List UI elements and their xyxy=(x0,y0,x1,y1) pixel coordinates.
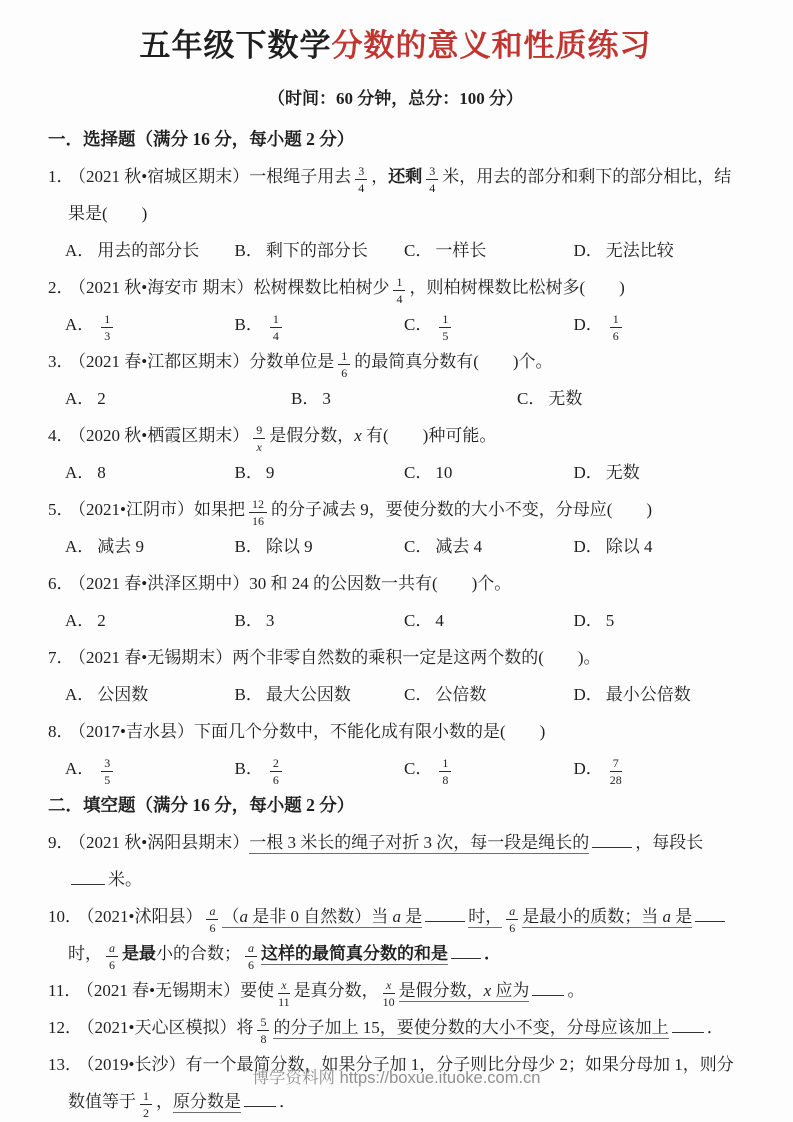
page-title-red: 分数的意义和性质练习 xyxy=(331,28,652,63)
text-run: ． xyxy=(706,1018,724,1037)
text-run: （2021 春•无锡期末）要使 xyxy=(85,981,275,1000)
question-number: 6． xyxy=(48,574,74,593)
text-run: 无数 xyxy=(605,463,640,482)
answer-blank xyxy=(71,871,105,885)
option xyxy=(235,306,405,343)
text-run: 用去的部分长 xyxy=(97,241,200,260)
question-item xyxy=(48,491,743,528)
text-run: 这样的最简真分数的和是 xyxy=(261,944,448,963)
option xyxy=(574,750,744,787)
fraction: $\frac{1}{3}$ xyxy=(101,313,113,342)
text-run: （2021•沭阳县） xyxy=(86,907,203,926)
option xyxy=(65,454,235,491)
option xyxy=(404,232,574,269)
option-label: C． xyxy=(404,463,433,482)
option-label: A． xyxy=(65,389,95,408)
text-run: 米。 xyxy=(108,870,142,889)
options-row xyxy=(48,750,743,787)
question-item xyxy=(48,898,743,972)
text-run: a xyxy=(662,907,671,926)
question-number: 10． xyxy=(48,907,82,926)
option xyxy=(65,232,235,269)
option-label: A． xyxy=(65,685,95,704)
fraction: $\frac{a}{6}$ xyxy=(206,905,218,934)
options-row xyxy=(48,528,743,565)
fraction: $\frac{9}{x}$ xyxy=(253,424,265,453)
text-run: （2019•长沙）有一个最简分数，如果分子加 1，分子则比分母少 2；如果分母加 1，则分数值等于 xyxy=(68,1055,734,1111)
text-run: 一根 3 米长的绳子对折 3 次，每一段是绳长的 xyxy=(249,833,590,852)
text-run: 3 xyxy=(265,611,275,630)
option-label: D． xyxy=(573,685,603,704)
question-item xyxy=(48,343,743,380)
option-label: D． xyxy=(573,759,603,778)
option xyxy=(65,750,235,787)
fraction: $\frac{2}{6}$ xyxy=(270,757,282,786)
question-number: 9． xyxy=(48,833,74,852)
option-label: D． xyxy=(573,315,603,334)
option-label: B． xyxy=(234,463,263,482)
text-run: 2 xyxy=(97,611,106,630)
question-number: 11． xyxy=(48,981,82,1000)
option-label: A． xyxy=(65,463,95,482)
option xyxy=(404,528,574,565)
answer-blank xyxy=(425,908,465,922)
text-run: 10 xyxy=(435,463,453,482)
question-item xyxy=(48,639,743,676)
text-run: 2 xyxy=(97,389,106,408)
question-number: 8． xyxy=(48,722,74,741)
text-run: 无法比较 xyxy=(605,241,674,260)
text-run: （2021 春•江都区期末）分数单位是 xyxy=(77,352,335,371)
fraction: $\frac{1}{5}$ xyxy=(439,313,451,342)
text-run: a xyxy=(392,907,401,926)
text-run: 。 xyxy=(567,981,585,1000)
question-item xyxy=(48,158,743,232)
option-label: C． xyxy=(404,611,433,630)
text-run: 除以 9 xyxy=(265,537,313,556)
question-number: 4． xyxy=(48,426,74,445)
question-number: 7． xyxy=(48,648,74,667)
text-run: 9 xyxy=(265,463,275,482)
answer-blank xyxy=(672,1019,704,1033)
text-run: 小的合数； xyxy=(156,944,241,963)
option-label: D． xyxy=(573,463,603,482)
option-label: B． xyxy=(234,685,263,704)
answer-blank xyxy=(244,1093,276,1107)
fraction: $\frac{1}{4}$ xyxy=(270,313,282,342)
option xyxy=(517,380,743,417)
option xyxy=(65,380,291,417)
text-run: （2021 春•洪泽区期中）30 和 24 的公因数一共有( )个。 xyxy=(77,574,512,593)
text-run: 是非 0 自然数）当 xyxy=(247,907,393,926)
option xyxy=(574,602,744,639)
option xyxy=(404,454,574,491)
options-row xyxy=(48,454,743,491)
question-number: 12． xyxy=(48,1018,82,1037)
text-run: 5 xyxy=(605,611,615,630)
option-label: C． xyxy=(404,241,433,260)
option xyxy=(574,232,744,269)
fraction: $\frac{1}{6}$ xyxy=(338,350,350,379)
footer-watermark: 博学资料网 https://boxue.ituoke.com.cn xyxy=(252,1069,541,1087)
page-title-black: 五年级下数学 xyxy=(139,28,332,63)
fraction: $\frac{1}{6}$ xyxy=(610,313,622,342)
option xyxy=(235,232,405,269)
text-run: 一样长 xyxy=(435,241,487,260)
option-label: A． xyxy=(65,537,95,556)
text-run: ，则柏树棵数比松树多( ) xyxy=(409,278,625,297)
question-item xyxy=(48,972,743,1009)
answer-blank xyxy=(532,982,564,996)
option xyxy=(404,602,574,639)
text-run: （2021•江阴市）如果把 xyxy=(77,500,245,519)
section-choice-questions xyxy=(48,158,743,787)
options-row xyxy=(48,602,743,639)
option-label: A． xyxy=(65,241,95,260)
text-run: 8 xyxy=(97,463,106,482)
question-item xyxy=(48,824,743,898)
option-label: A． xyxy=(65,611,95,630)
option xyxy=(291,380,517,417)
option xyxy=(574,676,744,713)
fraction: $\frac{a}{6}$ xyxy=(245,942,257,971)
text-run: ，每段长 xyxy=(635,833,704,852)
text-run: x xyxy=(354,426,362,445)
fraction: $\frac{5}{8}$ xyxy=(257,1016,269,1045)
options-row xyxy=(48,306,743,343)
text-run: 是最 xyxy=(122,944,156,963)
text-run: （2021 秋•海安市 期末）松树棵数比柏树少 xyxy=(77,278,390,297)
question-number: 3． xyxy=(48,352,74,371)
option xyxy=(235,528,405,565)
text-run: 无数 xyxy=(548,389,583,408)
option xyxy=(65,306,235,343)
text-run: ． xyxy=(484,944,501,963)
text-run: （2021 秋•宿城区期末）一根绳子用去 xyxy=(77,167,352,186)
question-number: 5． xyxy=(48,500,74,519)
option xyxy=(574,454,744,491)
question-item xyxy=(48,713,743,750)
fraction: $\frac{12}{16}$ xyxy=(249,498,267,527)
page-title xyxy=(48,24,743,68)
option-label: D． xyxy=(573,537,603,556)
option xyxy=(574,528,744,565)
question-number: 1． xyxy=(48,167,74,186)
option xyxy=(235,676,405,713)
fraction: $\frac{7}{28}$ xyxy=(609,756,622,787)
fraction: $\frac{1}{8}$ xyxy=(439,757,451,786)
text-run: 是真分数， xyxy=(293,981,379,1000)
option xyxy=(404,750,574,787)
text-run: （2021 秋•涡阳县期末） xyxy=(77,833,250,852)
text-run: 最小公倍数 xyxy=(605,685,691,704)
fraction: $\frac{3}{4}$ xyxy=(426,165,438,194)
text-run: 原分数是 xyxy=(173,1092,241,1111)
text-run: 还剩 xyxy=(388,167,423,186)
text-run: （2021•天心区模拟）将 xyxy=(86,1018,254,1037)
option-label: C． xyxy=(404,315,433,334)
section-choice xyxy=(48,121,743,787)
test-info: （时间：60 分钟，总分：100 分） xyxy=(268,89,523,108)
option-label: B． xyxy=(234,759,263,778)
text-run: 应为 xyxy=(491,981,530,1000)
option-label: C． xyxy=(404,537,433,556)
text-run: 的最简真分数有( )个。 xyxy=(354,352,553,371)
option-label: A． xyxy=(65,759,95,778)
text-run: 是假分数， xyxy=(398,981,484,1000)
text-run: 是 xyxy=(670,907,693,926)
fraction: $\frac{x}{11}$ xyxy=(278,978,290,1009)
text-run: 有( )种可能。 xyxy=(361,426,497,445)
fraction: $\frac{3}{4}$ xyxy=(355,165,367,194)
text-run: 减去 9 xyxy=(97,537,145,556)
options-row xyxy=(48,676,743,713)
question-number: 13． xyxy=(48,1055,82,1074)
text-run: （2020 秋•栖霞区期末） xyxy=(77,426,250,445)
option-label: B． xyxy=(234,315,263,334)
section-choice-heading: 一．选择题（满分 16 分，每小题 2 分） xyxy=(48,129,355,149)
text-run: 公因数 xyxy=(97,685,149,704)
text-run: 3 xyxy=(322,389,331,408)
fraction: $\frac{a}{6}$ xyxy=(106,942,118,971)
option xyxy=(235,750,405,787)
option-label: B． xyxy=(234,611,263,630)
text-run: （ xyxy=(222,907,240,926)
option xyxy=(404,306,574,343)
option xyxy=(235,602,405,639)
question-number: 2． xyxy=(48,278,74,297)
text-run: 的分子减去 9，要使分数的大小不变，分母应( ) xyxy=(270,500,653,519)
fraction: $\frac{1}{4}$ xyxy=(393,276,405,305)
text-run: 时， xyxy=(68,944,102,963)
answer-blank xyxy=(592,834,632,848)
fraction: $\frac{3}{5}$ xyxy=(101,757,113,786)
section-fill-blank-heading: 二．填空题（满分 16 分，每小题 2 分） xyxy=(48,795,355,815)
option xyxy=(404,676,574,713)
question-item xyxy=(48,417,743,454)
option-label: C． xyxy=(517,389,546,408)
options-row xyxy=(48,380,743,417)
text-run: 4 xyxy=(435,611,444,630)
text-run: ． xyxy=(279,1092,296,1111)
text-run: 是 xyxy=(400,907,423,926)
text-run: a xyxy=(239,907,248,926)
options-row xyxy=(48,232,743,269)
option-label: C． xyxy=(404,685,433,704)
text-run: （2021 春•无锡期末）两个非零自然数的乘积一定是这两个数的( )。 xyxy=(77,648,601,667)
text-run: x xyxy=(483,981,492,1000)
option xyxy=(65,602,235,639)
text-run: 是最小的质数；当 xyxy=(522,907,663,926)
option-label: D． xyxy=(573,241,603,260)
text-run: （2017•吉水县）下面几个分数中，不能化成有限小数的是( ) xyxy=(77,722,546,741)
option xyxy=(574,306,744,343)
option xyxy=(65,676,235,713)
text-run: 除以 4 xyxy=(605,537,653,556)
text-run: ， xyxy=(156,1092,173,1111)
question-item xyxy=(48,1009,743,1046)
option-label: B． xyxy=(291,389,320,408)
text-run: 的分子加上 15，要使分数的大小不变，分母应该加上 xyxy=(273,1018,669,1037)
option-label: B． xyxy=(234,241,263,260)
option-label: D． xyxy=(573,611,603,630)
text-run: 米，用去的部分和剩下的部分相比，结果是( ) xyxy=(68,167,732,223)
text-run: ， xyxy=(371,167,389,186)
text-run: 公倍数 xyxy=(435,685,487,704)
fraction: $\frac{x}{10}$ xyxy=(382,978,395,1009)
option-label: A． xyxy=(65,315,95,334)
question-item xyxy=(48,565,743,602)
fraction: $\frac{1}{2}$ xyxy=(140,1090,152,1119)
question-item xyxy=(48,269,743,306)
answer-blank xyxy=(451,945,481,959)
text-run: 最大公因数 xyxy=(265,685,351,704)
option-label: C． xyxy=(404,759,433,778)
answer-blank xyxy=(695,908,725,922)
option xyxy=(65,528,235,565)
text-run: 是假分数， xyxy=(269,426,355,445)
option xyxy=(235,454,405,491)
option-label: B． xyxy=(234,537,263,556)
fraction: $\frac{a}{6}$ xyxy=(506,905,518,934)
text-run: 时， xyxy=(468,907,503,926)
text-run: 剩下的部分长 xyxy=(265,241,368,260)
text-run: 减去 4 xyxy=(435,537,483,556)
